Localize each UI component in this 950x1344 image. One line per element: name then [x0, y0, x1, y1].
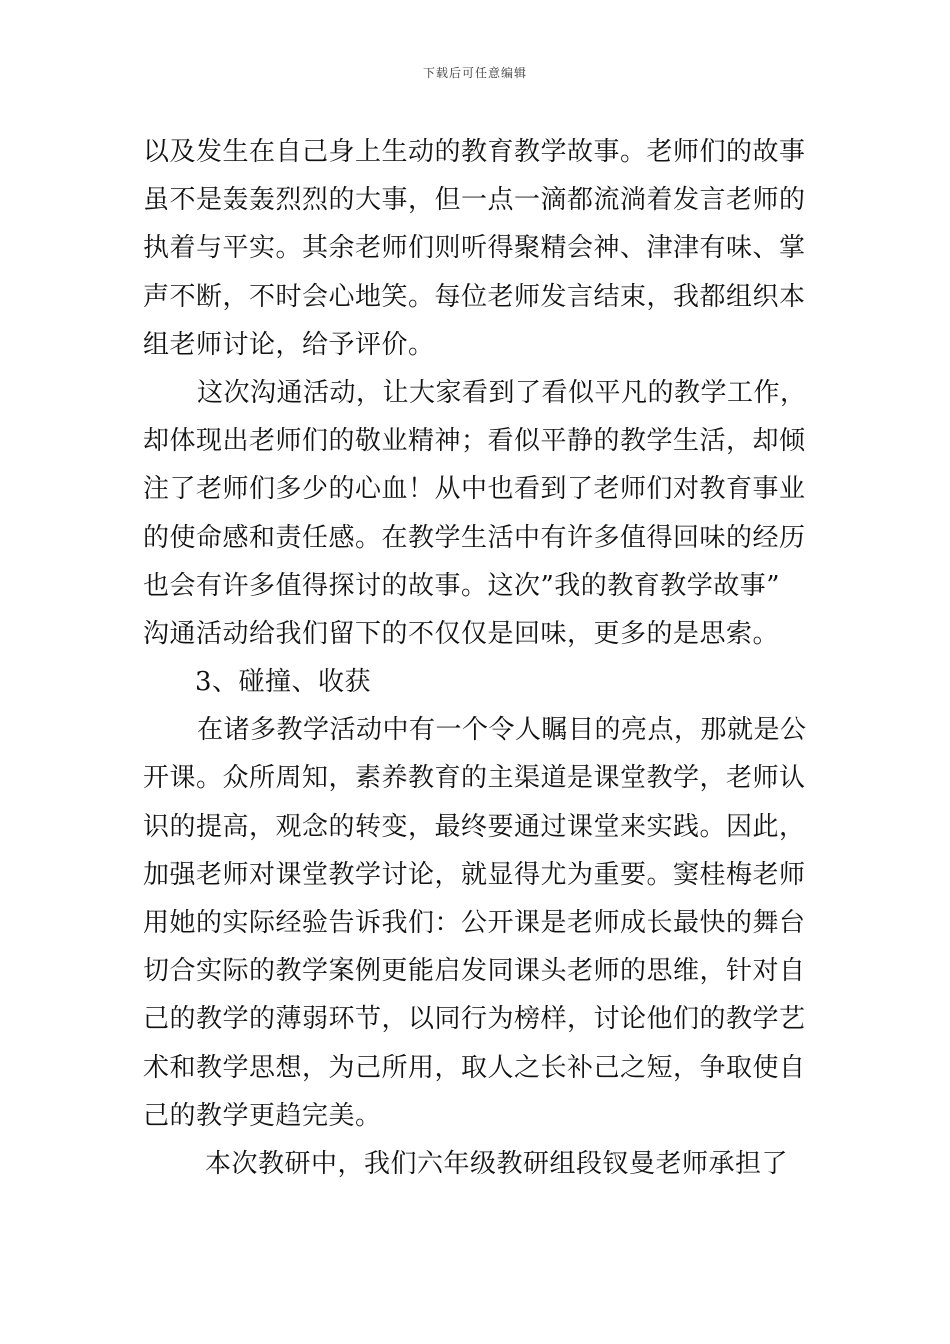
text-line: 识的提高，观念的转变，最终要通过课堂来实践。因此， — [143, 811, 806, 842]
text-line: 注了老师们多少的心血！从中也看到了老师们对教育事业 — [143, 474, 806, 505]
text-line: 虽不是轰轰烈烈的大事，但一点一滴都流淌着发言老师的 — [143, 185, 806, 216]
text-line: 却体现出老师们的敬业精神；看似平静的教学生活，却倾 — [143, 426, 806, 457]
text-line: 执着与平实。其余老师们则听得聚精会神、津津有味、掌 — [143, 233, 806, 264]
text-line: 开课。众所周知，素养教育的主渠道是课堂教学，老师认 — [143, 763, 806, 794]
document-body — [143, 128, 813, 1188]
text-line: 用她的实际经验告诉我们：公开课是老师成长最快的舞台 — [143, 908, 806, 938]
text-line: 以及发生在自己身上生动的教育教学故事。老师们的故事 — [143, 137, 806, 167]
text-line: 声不断，不时会心地笑。每位老师发言结束，我都组织本 — [143, 281, 806, 312]
text-line: 己的教学更趋完美。 — [143, 1100, 382, 1131]
page-header: 下载后可任意编辑 — [422, 66, 527, 80]
text-line: 在诸多教学活动中有一个令人瞩目的亮点，那就是公 — [197, 715, 807, 746]
text-line: 切合实际的教学案例更能启发同课头老师的思维，针对自 — [143, 956, 806, 987]
text-line: 的使命感和责任感。在教学生活中有许多值得回味的经历 — [143, 522, 806, 553]
text-line: 沟通活动给我们留下的不仅仅是回味，更多的是思索。 — [143, 618, 780, 649]
text-line: 术和教学思想，为己所用，取人之长补己之短，争取使自 — [143, 1052, 806, 1083]
text-line: 己的教学的薄弱环节，以同行为榜样，讨论他们的教学艺 — [143, 1004, 806, 1035]
text-line: 本次教研中，我们六年级教研组段钗曼老师承担了 — [205, 1148, 789, 1179]
text-line: 也会有许多值得探讨的故事。这次”我的教育教学故事” — [143, 570, 781, 601]
text-line: 组老师讨论，给予评价。 — [143, 329, 435, 360]
text-line: 加强老师对课堂教学讨论，就显得尤为重要。窦桂梅老师 — [143, 859, 806, 890]
text-line: 3、碰撞、收获 — [195, 667, 372, 698]
text-line: 这次沟通活动，让大家看到了看似平凡的教学工作， — [197, 377, 807, 408]
